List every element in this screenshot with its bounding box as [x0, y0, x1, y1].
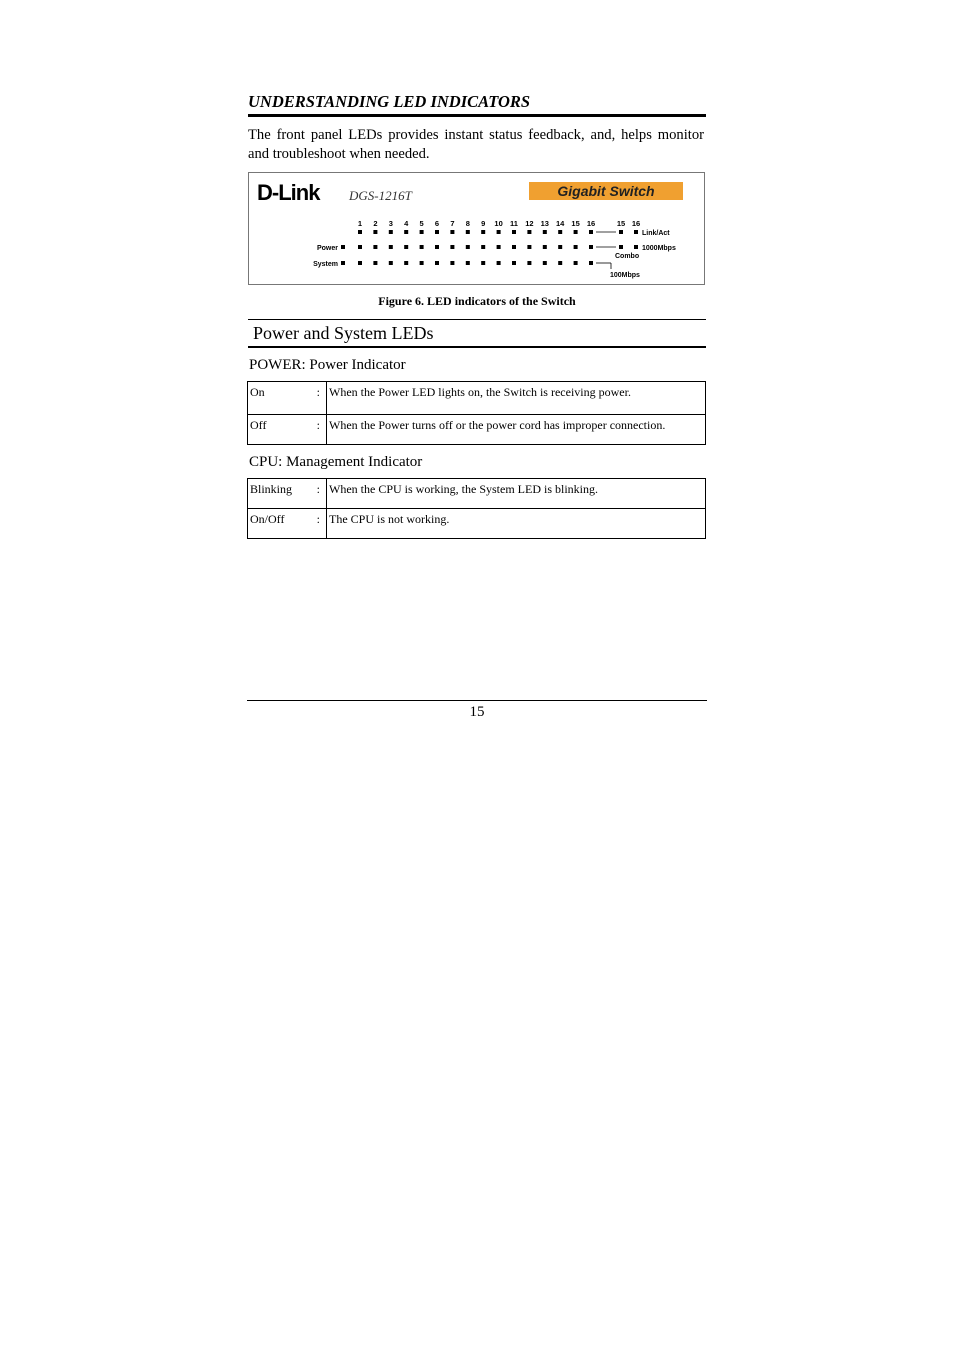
port-number-label: 5: [419, 219, 424, 228]
port-number-label: 10: [494, 219, 503, 228]
state-label: Blinking: [250, 482, 293, 496]
link-led: [543, 230, 547, 234]
speed-100-label: 100Mbps: [610, 272, 640, 279]
speed-led: [512, 245, 516, 249]
power-indicator-table: [247, 381, 706, 445]
link-led: [481, 230, 485, 234]
speed-1000-label: 1000Mbps: [642, 245, 676, 252]
power-led-label: Power: [316, 245, 338, 252]
port-number-label: 6: [434, 219, 440, 228]
section-title: Power and System LEDs: [248, 319, 706, 348]
front-panel-diagram: [249, 173, 704, 284]
speed100-led: [543, 261, 547, 265]
link-led: [389, 230, 393, 234]
speed-led: [358, 245, 362, 249]
speed-led: [558, 245, 562, 249]
port-number-label: 7: [450, 219, 455, 228]
separator: :: [316, 512, 320, 526]
link-led: [435, 230, 439, 234]
speed100-led: [358, 261, 362, 265]
port-number-label: 1: [357, 219, 363, 228]
link-led: [558, 230, 562, 234]
speed-led: [619, 245, 623, 249]
gigabit-badge-label: Gigabit Switch: [557, 183, 655, 199]
speed100-led: [512, 261, 516, 265]
speed100-led: [527, 261, 531, 265]
link-led: [420, 230, 424, 234]
state-description: When the Power turns off or the power cord has improper connection.: [327, 415, 706, 445]
speed100-led: [450, 261, 454, 265]
speed-led: [481, 245, 485, 249]
speed100-led: [420, 261, 424, 265]
footer-rule: [247, 700, 707, 701]
speed-led: [435, 245, 439, 249]
port-number-label: 16: [586, 219, 596, 228]
speed-led: [466, 245, 470, 249]
state-label: On: [250, 385, 265, 399]
link-led: [589, 230, 593, 234]
cpu-heading: CPU: Management Indicator: [249, 454, 423, 470]
port-leds: [313, 219, 676, 279]
chapter-title: UNDERSTANDING LED INDICATORS: [248, 92, 706, 117]
intro-paragraph: The front panel LEDs provides instant status feedback, and, helps monitor and troubleshoot when needed.: [248, 127, 704, 162]
speed100-led: [435, 261, 439, 265]
table-row: [248, 509, 706, 539]
port-number-label: 15: [571, 219, 580, 228]
page-number: 15: [469, 704, 485, 720]
power-heading: POWER: Power Indicator: [249, 357, 406, 373]
speed100-led: [497, 261, 501, 265]
speed-led: [589, 245, 593, 249]
link-led: [466, 230, 470, 234]
link-led: [373, 230, 377, 234]
port-number-label: 13: [540, 219, 549, 228]
led-panel-figure: [248, 172, 705, 285]
port-number-label: 4: [404, 219, 409, 228]
port-number-label: 3: [388, 219, 393, 228]
speed-led: [574, 245, 578, 249]
separator: :: [316, 418, 320, 432]
cpu-indicator-table: [247, 478, 706, 539]
state-label: On/Off: [250, 512, 285, 526]
port-number-label: 9: [481, 219, 486, 228]
speed-led: [389, 245, 393, 249]
speed-led: [527, 245, 531, 249]
speed100-led: [389, 261, 393, 265]
state-description: When the Power LED lights on, the Switch is receiving power.: [327, 382, 706, 415]
figure-caption: Figure 6. LED indicators of the Switch: [378, 294, 576, 308]
port-number-label: 15: [616, 219, 626, 228]
port-number-label: 2: [373, 219, 378, 228]
link-led: [450, 230, 454, 234]
table-row: [248, 479, 706, 509]
speed100-led: [481, 261, 485, 265]
link-led: [574, 230, 578, 234]
speed-led: [450, 245, 454, 249]
link-act-label: Link/Act: [642, 230, 670, 237]
port-number-label: 12: [525, 219, 534, 228]
state-description: The CPU is not working.: [327, 509, 706, 539]
link-led: [404, 230, 408, 234]
speed-led: [634, 245, 638, 249]
state-description: When the CPU is working, the System LED is blinking.: [327, 479, 706, 509]
speed100-led: [558, 261, 562, 265]
speed100-led: [574, 261, 578, 265]
link-led: [619, 230, 623, 234]
speed100-led: [404, 261, 408, 265]
port-number-label: 16: [631, 219, 641, 228]
port-number-label: 8: [465, 219, 470, 228]
speed-led: [543, 245, 547, 249]
speed-led: [420, 245, 424, 249]
speed-led: [404, 245, 408, 249]
link-led: [358, 230, 362, 234]
speed-led: [497, 245, 501, 249]
link-led: [634, 230, 638, 234]
combo-label: Combo: [615, 253, 640, 260]
speed100-led: [589, 261, 593, 265]
dlink-logo: D-Link: [257, 180, 320, 205]
link-led: [497, 230, 501, 234]
system-led-label: System: [313, 261, 338, 268]
table-row: [248, 382, 706, 415]
link-led: [527, 230, 531, 234]
port-number-label: 14: [556, 219, 565, 228]
model-name: DGS-1216T: [349, 188, 412, 203]
power-led: [341, 245, 345, 249]
system-led: [341, 261, 345, 265]
separator: :: [316, 385, 320, 399]
table-row: [248, 415, 706, 445]
separator: :: [316, 482, 320, 496]
state-label: Off: [250, 418, 267, 432]
link-led: [512, 230, 516, 234]
speed-led: [373, 245, 377, 249]
port-number-label: 11: [510, 219, 518, 228]
speed100-led: [373, 261, 377, 265]
speed100-led: [466, 261, 470, 265]
